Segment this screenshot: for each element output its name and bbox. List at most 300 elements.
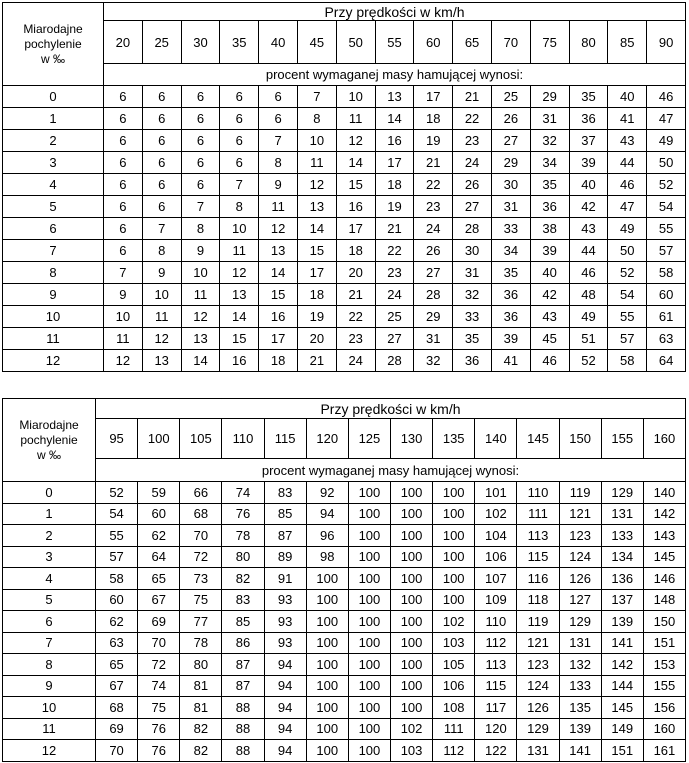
value-cell: 107 bbox=[475, 568, 517, 590]
value-cell: 54 bbox=[96, 503, 138, 525]
value-cell: 100 bbox=[348, 568, 390, 590]
value-cell: 41 bbox=[491, 350, 530, 372]
table-row bbox=[3, 632, 686, 654]
value-cell: 55 bbox=[647, 218, 686, 240]
value-cell: 24 bbox=[336, 350, 375, 372]
value-cell: 6 bbox=[104, 86, 143, 108]
speed-60: 60 bbox=[414, 21, 453, 64]
value-cell: 14 bbox=[220, 306, 259, 328]
value-cell: 46 bbox=[647, 86, 686, 108]
value-cell: 57 bbox=[608, 328, 647, 350]
value-cell: 36 bbox=[491, 306, 530, 328]
gradient-cell: 8 bbox=[3, 262, 104, 284]
value-cell: 146 bbox=[643, 568, 685, 590]
table-row bbox=[3, 525, 686, 547]
value-cell: 100 bbox=[348, 697, 390, 719]
value-cell: 35 bbox=[569, 86, 608, 108]
value-cell: 78 bbox=[222, 525, 264, 547]
value-cell: 36 bbox=[530, 196, 569, 218]
gradient-cell: 4 bbox=[3, 568, 96, 590]
value-cell: 7 bbox=[220, 174, 259, 196]
value-cell: 35 bbox=[491, 262, 530, 284]
value-cell: 6 bbox=[142, 86, 181, 108]
value-cell: 13 bbox=[259, 240, 298, 262]
value-cell: 100 bbox=[433, 546, 475, 568]
value-cell: 24 bbox=[414, 218, 453, 240]
value-cell: 70 bbox=[96, 740, 138, 762]
value-cell: 6 bbox=[104, 108, 143, 130]
value-cell: 98 bbox=[306, 546, 348, 568]
value-cell: 72 bbox=[180, 546, 222, 568]
value-cell: 57 bbox=[96, 546, 138, 568]
value-cell: 100 bbox=[306, 611, 348, 633]
value-cell: 103 bbox=[433, 632, 475, 654]
value-cell: 9 bbox=[259, 174, 298, 196]
speed-title: Przy prędkości w km/h bbox=[96, 399, 686, 419]
value-cell: 81 bbox=[180, 697, 222, 719]
table-row bbox=[3, 196, 686, 218]
value-cell: 28 bbox=[414, 284, 453, 306]
value-cell: 25 bbox=[375, 306, 414, 328]
value-cell: 8 bbox=[297, 108, 336, 130]
value-cell: 134 bbox=[601, 546, 643, 568]
value-cell: 39 bbox=[569, 152, 608, 174]
value-cell: 36 bbox=[491, 284, 530, 306]
value-cell: 26 bbox=[414, 240, 453, 262]
table-row bbox=[3, 262, 686, 284]
value-cell: 94 bbox=[264, 740, 306, 762]
value-cell: 81 bbox=[180, 675, 222, 697]
value-cell: 60 bbox=[138, 503, 180, 525]
value-cell: 31 bbox=[453, 262, 492, 284]
value-cell: 10 bbox=[142, 284, 181, 306]
value-cell: 100 bbox=[390, 611, 432, 633]
value-cell: 8 bbox=[259, 152, 298, 174]
value-cell: 40 bbox=[608, 86, 647, 108]
value-cell: 22 bbox=[375, 240, 414, 262]
gradient-cell: 9 bbox=[3, 675, 96, 697]
value-cell: 8 bbox=[220, 196, 259, 218]
table-row bbox=[3, 611, 686, 633]
value-cell: 93 bbox=[264, 632, 306, 654]
value-cell: 100 bbox=[433, 525, 475, 547]
table-row bbox=[3, 718, 686, 740]
value-cell: 32 bbox=[530, 130, 569, 152]
table-row bbox=[3, 654, 686, 676]
value-cell: 6 bbox=[220, 152, 259, 174]
speed-160: 160 bbox=[643, 419, 685, 459]
value-cell: 11 bbox=[336, 108, 375, 130]
value-cell: 16 bbox=[375, 130, 414, 152]
value-cell: 18 bbox=[375, 174, 414, 196]
table-row bbox=[3, 589, 686, 611]
value-cell: 6 bbox=[104, 196, 143, 218]
value-cell: 100 bbox=[433, 482, 475, 504]
brake-mass-table-1 bbox=[2, 2, 686, 372]
gradient-cell: 6 bbox=[3, 611, 96, 633]
value-cell: 100 bbox=[390, 632, 432, 654]
value-cell: 17 bbox=[259, 328, 298, 350]
value-cell: 141 bbox=[601, 632, 643, 654]
value-cell: 38 bbox=[530, 218, 569, 240]
value-cell: 100 bbox=[348, 675, 390, 697]
value-cell: 43 bbox=[608, 130, 647, 152]
value-cell: 135 bbox=[559, 697, 601, 719]
gradient-cell: 9 bbox=[3, 284, 104, 306]
value-cell: 6 bbox=[104, 130, 143, 152]
value-cell: 30 bbox=[453, 240, 492, 262]
speed-100: 100 bbox=[138, 419, 180, 459]
value-cell: 6 bbox=[181, 174, 220, 196]
value-cell: 100 bbox=[390, 568, 432, 590]
value-cell: 100 bbox=[306, 740, 348, 762]
value-cell: 27 bbox=[453, 196, 492, 218]
value-cell: 68 bbox=[180, 503, 222, 525]
value-cell: 43 bbox=[530, 306, 569, 328]
value-cell: 161 bbox=[643, 740, 685, 762]
value-cell: 131 bbox=[517, 740, 559, 762]
value-cell: 126 bbox=[559, 568, 601, 590]
value-cell: 129 bbox=[601, 482, 643, 504]
value-cell: 65 bbox=[96, 654, 138, 676]
value-cell: 28 bbox=[453, 218, 492, 240]
value-cell: 45 bbox=[530, 328, 569, 350]
value-cell: 11 bbox=[259, 196, 298, 218]
gradient-header: Miarodajne pochylenie w ‰ bbox=[3, 399, 96, 482]
value-cell: 14 bbox=[297, 218, 336, 240]
value-cell: 6 bbox=[104, 218, 143, 240]
value-cell: 6 bbox=[104, 240, 143, 262]
table-row bbox=[3, 86, 686, 108]
value-cell: 76 bbox=[138, 718, 180, 740]
value-cell: 153 bbox=[643, 654, 685, 676]
value-cell: 75 bbox=[180, 589, 222, 611]
value-cell: 140 bbox=[643, 482, 685, 504]
speed-75: 75 bbox=[530, 21, 569, 64]
value-cell: 100 bbox=[348, 525, 390, 547]
value-cell: 109 bbox=[475, 589, 517, 611]
value-cell: 12 bbox=[142, 328, 181, 350]
table-body bbox=[3, 482, 686, 762]
value-cell: 46 bbox=[530, 350, 569, 372]
table-row bbox=[3, 152, 686, 174]
value-cell: 33 bbox=[491, 218, 530, 240]
value-cell: 40 bbox=[530, 262, 569, 284]
value-cell: 108 bbox=[433, 697, 475, 719]
value-cell: 41 bbox=[608, 108, 647, 130]
value-cell: 94 bbox=[306, 503, 348, 525]
value-cell: 6 bbox=[142, 152, 181, 174]
value-cell: 100 bbox=[390, 525, 432, 547]
value-cell: 100 bbox=[306, 718, 348, 740]
speed-145: 145 bbox=[517, 419, 559, 459]
value-cell: 105 bbox=[433, 654, 475, 676]
brake-mass-table-2 bbox=[2, 398, 686, 762]
value-cell: 100 bbox=[348, 632, 390, 654]
value-cell: 113 bbox=[517, 525, 559, 547]
value-cell: 64 bbox=[138, 546, 180, 568]
value-cell: 7 bbox=[297, 86, 336, 108]
value-cell: 100 bbox=[390, 589, 432, 611]
value-cell: 86 bbox=[222, 632, 264, 654]
value-cell: 52 bbox=[647, 174, 686, 196]
value-cell: 14 bbox=[259, 262, 298, 284]
value-cell: 82 bbox=[222, 568, 264, 590]
value-cell: 77 bbox=[180, 611, 222, 633]
value-cell: 11 bbox=[220, 240, 259, 262]
value-cell: 40 bbox=[569, 174, 608, 196]
value-cell: 100 bbox=[348, 718, 390, 740]
value-cell: 27 bbox=[491, 130, 530, 152]
value-cell: 48 bbox=[569, 284, 608, 306]
gradient-cell: 5 bbox=[3, 196, 104, 218]
value-cell: 88 bbox=[222, 697, 264, 719]
value-cell: 31 bbox=[491, 196, 530, 218]
value-cell: 100 bbox=[306, 654, 348, 676]
value-cell: 7 bbox=[259, 130, 298, 152]
value-cell: 20 bbox=[297, 328, 336, 350]
table-row bbox=[3, 218, 686, 240]
value-cell: 16 bbox=[220, 350, 259, 372]
value-cell: 29 bbox=[491, 152, 530, 174]
value-cell: 87 bbox=[222, 654, 264, 676]
value-cell: 23 bbox=[336, 328, 375, 350]
value-cell: 6 bbox=[142, 108, 181, 130]
gradient-cell: 6 bbox=[3, 218, 104, 240]
value-cell: 123 bbox=[517, 654, 559, 676]
value-cell: 113 bbox=[475, 654, 517, 676]
speed-50: 50 bbox=[336, 21, 375, 64]
value-cell: 15 bbox=[259, 284, 298, 306]
value-cell: 43 bbox=[569, 218, 608, 240]
table-row bbox=[3, 130, 686, 152]
gradient-cell: 11 bbox=[3, 718, 96, 740]
speed-25: 25 bbox=[142, 21, 181, 64]
table-row bbox=[3, 740, 686, 762]
value-cell: 15 bbox=[297, 240, 336, 262]
value-cell: 100 bbox=[348, 482, 390, 504]
gradient-cell: 5 bbox=[3, 589, 96, 611]
value-cell: 61 bbox=[647, 306, 686, 328]
value-cell: 124 bbox=[559, 546, 601, 568]
value-cell: 12 bbox=[181, 306, 220, 328]
value-cell: 52 bbox=[608, 262, 647, 284]
value-cell: 150 bbox=[643, 611, 685, 633]
value-cell: 145 bbox=[601, 697, 643, 719]
value-cell: 142 bbox=[643, 503, 685, 525]
value-cell: 112 bbox=[475, 632, 517, 654]
value-cell: 14 bbox=[181, 350, 220, 372]
percent-subtitle: procent wymaganej masy hamującej wynosi: bbox=[96, 459, 686, 482]
speed-20: 20 bbox=[104, 21, 143, 64]
value-cell: 29 bbox=[414, 306, 453, 328]
value-cell: 23 bbox=[414, 196, 453, 218]
value-cell: 23 bbox=[375, 262, 414, 284]
value-cell: 151 bbox=[601, 740, 643, 762]
value-cell: 141 bbox=[559, 740, 601, 762]
value-cell: 75 bbox=[138, 697, 180, 719]
value-cell: 131 bbox=[601, 503, 643, 525]
value-cell: 6 bbox=[181, 108, 220, 130]
value-cell: 7 bbox=[142, 218, 181, 240]
value-cell: 46 bbox=[569, 262, 608, 284]
value-cell: 82 bbox=[180, 740, 222, 762]
value-cell: 10 bbox=[297, 130, 336, 152]
value-cell: 122 bbox=[475, 740, 517, 762]
speed-125: 125 bbox=[348, 419, 390, 459]
gradient-header: Miarodajne pochylenie w ‰ bbox=[3, 3, 104, 86]
value-cell: 96 bbox=[306, 525, 348, 547]
value-cell: 100 bbox=[306, 675, 348, 697]
value-cell: 13 bbox=[142, 350, 181, 372]
value-cell: 35 bbox=[530, 174, 569, 196]
value-cell: 17 bbox=[336, 218, 375, 240]
value-cell: 88 bbox=[222, 740, 264, 762]
value-cell: 117 bbox=[475, 697, 517, 719]
value-cell: 100 bbox=[348, 654, 390, 676]
value-cell: 137 bbox=[601, 589, 643, 611]
gradient-cell: 11 bbox=[3, 328, 104, 350]
value-cell: 131 bbox=[559, 632, 601, 654]
value-cell: 17 bbox=[414, 86, 453, 108]
value-cell: 111 bbox=[433, 718, 475, 740]
speed-80: 80 bbox=[569, 21, 608, 64]
table-row bbox=[3, 328, 686, 350]
value-cell: 34 bbox=[530, 152, 569, 174]
value-cell: 76 bbox=[222, 503, 264, 525]
value-cell: 144 bbox=[601, 675, 643, 697]
value-cell: 21 bbox=[453, 86, 492, 108]
value-cell: 136 bbox=[601, 568, 643, 590]
value-cell: 100 bbox=[433, 568, 475, 590]
value-cell: 94 bbox=[264, 718, 306, 740]
value-cell: 110 bbox=[475, 611, 517, 633]
table-row bbox=[3, 174, 686, 196]
value-cell: 142 bbox=[601, 654, 643, 676]
value-cell: 36 bbox=[569, 108, 608, 130]
value-cell: 100 bbox=[306, 589, 348, 611]
value-cell: 57 bbox=[647, 240, 686, 262]
value-cell: 9 bbox=[142, 262, 181, 284]
value-cell: 39 bbox=[491, 328, 530, 350]
value-cell: 13 bbox=[375, 86, 414, 108]
value-cell: 6 bbox=[181, 86, 220, 108]
speed-150: 150 bbox=[559, 419, 601, 459]
gradient-cell: 7 bbox=[3, 632, 96, 654]
value-cell: 21 bbox=[297, 350, 336, 372]
value-cell: 54 bbox=[647, 196, 686, 218]
table-body bbox=[3, 86, 686, 372]
value-cell: 80 bbox=[222, 546, 264, 568]
value-cell: 121 bbox=[559, 503, 601, 525]
value-cell: 133 bbox=[601, 525, 643, 547]
gradient-cell: 12 bbox=[3, 740, 96, 762]
gradient-cell: 12 bbox=[3, 350, 104, 372]
value-cell: 12 bbox=[336, 130, 375, 152]
value-cell: 49 bbox=[569, 306, 608, 328]
value-cell: 21 bbox=[375, 218, 414, 240]
value-cell: 89 bbox=[264, 546, 306, 568]
value-cell: 120 bbox=[475, 718, 517, 740]
value-cell: 32 bbox=[453, 284, 492, 306]
value-cell: 76 bbox=[138, 740, 180, 762]
value-cell: 13 bbox=[220, 284, 259, 306]
value-cell: 62 bbox=[138, 525, 180, 547]
value-cell: 59 bbox=[138, 482, 180, 504]
value-cell: 72 bbox=[138, 654, 180, 676]
value-cell: 54 bbox=[608, 284, 647, 306]
value-cell: 123 bbox=[559, 525, 601, 547]
value-cell: 60 bbox=[647, 284, 686, 306]
value-cell: 100 bbox=[433, 589, 475, 611]
value-cell: 82 bbox=[180, 718, 222, 740]
value-cell: 49 bbox=[647, 130, 686, 152]
value-cell: 106 bbox=[433, 675, 475, 697]
gradient-cell: 1 bbox=[3, 503, 96, 525]
value-cell: 12 bbox=[220, 262, 259, 284]
value-cell: 66 bbox=[180, 482, 222, 504]
gradient-cell: 0 bbox=[3, 482, 96, 504]
value-cell: 6 bbox=[220, 130, 259, 152]
value-cell: 11 bbox=[297, 152, 336, 174]
value-cell: 58 bbox=[608, 350, 647, 372]
speed-90: 90 bbox=[647, 21, 686, 64]
gradient-cell: 3 bbox=[3, 546, 96, 568]
value-cell: 100 bbox=[390, 546, 432, 568]
table-row bbox=[3, 306, 686, 328]
value-cell: 129 bbox=[517, 718, 559, 740]
table-row bbox=[3, 546, 686, 568]
value-cell: 19 bbox=[297, 306, 336, 328]
value-cell: 94 bbox=[264, 697, 306, 719]
value-cell: 24 bbox=[375, 284, 414, 306]
value-cell: 73 bbox=[180, 568, 222, 590]
value-cell: 19 bbox=[375, 196, 414, 218]
table-row bbox=[3, 503, 686, 525]
value-cell: 93 bbox=[264, 611, 306, 633]
table-row bbox=[3, 675, 686, 697]
speed-115: 115 bbox=[264, 419, 306, 459]
value-cell: 6 bbox=[142, 196, 181, 218]
value-cell: 62 bbox=[96, 611, 138, 633]
speed-header-row bbox=[3, 419, 686, 459]
value-cell: 63 bbox=[647, 328, 686, 350]
value-cell: 19 bbox=[414, 130, 453, 152]
value-cell: 35 bbox=[453, 328, 492, 350]
value-cell: 18 bbox=[336, 240, 375, 262]
value-cell: 100 bbox=[390, 503, 432, 525]
value-cell: 18 bbox=[297, 284, 336, 306]
value-cell: 100 bbox=[306, 568, 348, 590]
value-cell: 118 bbox=[517, 589, 559, 611]
speed-110: 110 bbox=[222, 419, 264, 459]
value-cell: 22 bbox=[336, 306, 375, 328]
speed-40: 40 bbox=[259, 21, 298, 64]
value-cell: 100 bbox=[390, 654, 432, 676]
value-cell: 14 bbox=[375, 108, 414, 130]
value-cell: 23 bbox=[453, 130, 492, 152]
value-cell: 149 bbox=[601, 718, 643, 740]
speed-105: 105 bbox=[180, 419, 222, 459]
value-cell: 100 bbox=[433, 503, 475, 525]
value-cell: 133 bbox=[559, 675, 601, 697]
speed-header-row bbox=[3, 21, 686, 64]
speed-65: 65 bbox=[453, 21, 492, 64]
value-cell: 112 bbox=[433, 740, 475, 762]
value-cell: 6 bbox=[181, 130, 220, 152]
value-cell: 151 bbox=[643, 632, 685, 654]
value-cell: 51 bbox=[569, 328, 608, 350]
